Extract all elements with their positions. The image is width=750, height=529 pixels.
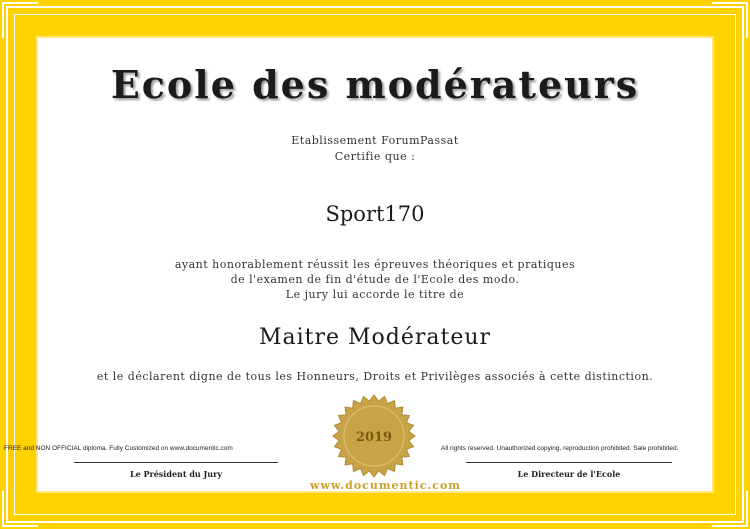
seal-year: 2019 — [355, 430, 393, 445]
corner-ornament-top-left — [2, 2, 38, 38]
degree-title: Maitre Modérateur — [258, 325, 492, 350]
footer-disclaimer-right: All rights reserved. Unauthorized copying, reproduction prohibited. Sale prohibited. — [441, 445, 679, 452]
corner-ornament-top-right — [712, 2, 748, 38]
corner-ornament-bottom-left — [2, 491, 38, 527]
corner-ornament-bottom-right — [712, 491, 748, 527]
signature-line-right — [466, 462, 672, 463]
certificate-title: Ecole des modérateurs — [110, 62, 640, 107]
body-line-2: de l'examen de fin d'étude de l'Ecole des modo. — [230, 273, 520, 286]
body-line-1: ayant honorablement réussit les épreuves théoriques et pratiques — [174, 258, 576, 271]
website-link[interactable]: www.documentic.com — [310, 479, 461, 492]
footer-disclaimer-left: FREE and NON OFFICIAL diploma. Fully Customized on www.documentic.com — [4, 445, 233, 452]
signature-line-left — [74, 462, 278, 463]
closing-line: et le déclarent digne de tous les Honneurs, Droits et Privilèges associés à cette distinction. — [96, 370, 654, 383]
establishment-line: Etablissement ForumPassat — [291, 134, 459, 147]
body-line-3: Le jury lui accorde le titre de — [285, 288, 465, 301]
signature-label-president: Le Président du Jury — [129, 469, 222, 479]
certifies-line: Certifie que : — [334, 150, 416, 163]
certificate-body — [38, 38, 712, 491]
recipient-name: Sport170 — [325, 202, 425, 226]
gold-seal-icon — [332, 394, 416, 478]
signature-label-director: Le Directeur de l'Ecole — [517, 469, 621, 479]
